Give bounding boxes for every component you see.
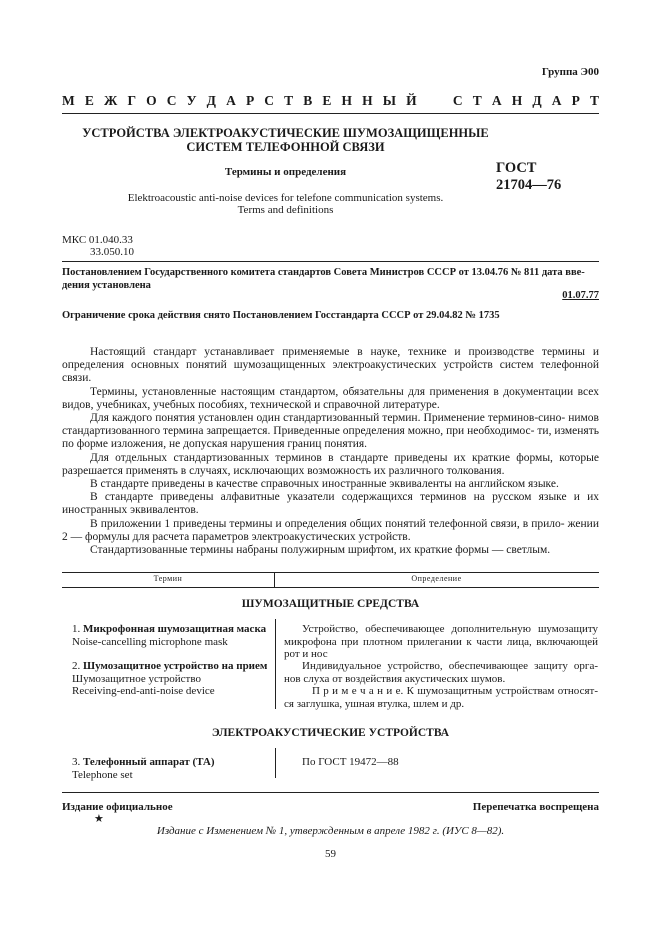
term-english: Receiving-end-anti-noise device [72,685,215,697]
banner-letter: У [186,93,197,108]
banner-letter: Й [406,93,417,108]
star-icon: ★ [94,813,104,825]
banner-letter: Н [362,93,373,108]
banner-letter: Р [245,93,255,108]
banner-letter: Д [532,93,542,108]
banner-letter: С [264,93,275,108]
section-heading-1: ШУМОЗАЩИТНЫЕ СРЕДСТВА [241,598,420,610]
banner-letter: А [551,93,562,108]
definition-text: Индивидуальное устройство, обеспечивающее защиту орга- нов слуха от воздействия акустических шумов. [284,660,598,685]
gost-label: ГОСТ [496,160,537,176]
decree-date: 01.07.77 [562,290,599,301]
reprint-forbidden: Перепечатка воспрещена [472,801,599,813]
term-name: Телефонный аппарат (ТА) [83,756,215,768]
intro-paragraph: Настоящий стандарт устанавливает применяемые в науке, технике и производстве термины и определения основных понятий шумозащищенных электроакустических устройств систем телефонной связи. [62,346,599,385]
banner-letter: М [62,93,75,108]
banner-letter: Д [206,93,216,108]
intro-paragraph: Термины, установленные настоящим стандартом, обязательны для применения в документации всех видов, учебниках, учебных пособиях, технической и справочной литературе. [62,385,599,411]
intro-text [62,346,599,557]
official-edition: Издание официальное [62,801,173,813]
banner-letter: Е [322,93,332,108]
document-title-line1: УСТРОЙСТВА ЭЛЕКТРОАКУСТИЧЕСКИЕ ШУМОЗАЩИЩЕННЫЕ [82,126,489,140]
mks-code-2: 33.050.10 [90,246,134,258]
banner-letter: Е [84,93,94,108]
intro-paragraph: В стандарте приведены алфавитные указатели содержащихся терминов на русском языке и их иностранных эквивалентов. [62,491,599,517]
gost-code: 21704—76 [496,177,562,193]
term-3 [72,756,215,781]
banner-letter: С [166,93,177,108]
banner-letter: Ж [103,93,118,108]
banner-letter: Т [284,93,294,108]
decree-text: Постановлением Государственного комитета стандартов Совета Министров СССР от 13.04.76 № 811 дата вве- дения установлена [62,267,585,291]
definition-3 [284,756,598,769]
term-name: Микрофонная шумозащитная маска [83,623,267,635]
column-header-term: Термин [153,574,183,583]
limitation-text: Ограничение срока действия снято Постановлением Госстандарта СССР от 29.04.82 № 1735 [62,310,500,321]
term-number: 2. [72,660,81,672]
intro-paragraph: Для каждого понятия установлен один стандартизованный термин. Применение терминов-сино- нимов стандартизованного термина запрещается. Приведенные определения можно, при необходимос- ти, изменять по форме изложения, не допуская нарушения границ понятия. [62,412,599,451]
definition-2 [284,660,598,710]
banner-letter: А [226,93,236,108]
intro-paragraph: В стандарте приведены в качестве справочных иностранные эквиваленты на английском языке. [90,478,559,491]
definition-1 [284,623,598,661]
definition-text: Устройство, обеспечивающее дополнительную шумозащиту микрофона при плотном прилегании к части лица, включающей рот и нос [284,623,598,660]
decree-rule [62,261,599,262]
banner-letter: В [303,93,313,108]
section-heading-2: ЭЛЕКТРОАКУСТИЧЕСКИЕ УСТРОЙСТВА [211,727,450,739]
intro-paragraph: В приложении 1 приведены термины и определения общих понятий телефонной связи, в прило- жении 2 — формулы для расчета параметров электроакустических устройств. [62,517,599,543]
footer-rule [62,792,599,793]
intro-paragraph: Стандартизованные термины набраны полужирным шрифтом, их краткие формы — светлым. [90,544,551,557]
banner-letter: Ы [382,93,397,108]
table-header [62,572,599,588]
english-title-line1: Elektroacoustic anti-noise devices for telefone communication systems. [127,192,444,204]
mks-code-1: МКС 01.040.33 [62,234,133,246]
term-english: Telephone set [72,768,133,781]
banner-letter: Т [589,93,599,108]
term-number: 1. [72,623,81,635]
term-name: Шумозащитное устройство на прием [83,660,268,672]
gost-number [496,160,561,194]
banner-letter: А [491,93,502,108]
banner-letter: С [452,93,463,108]
column-separator [275,619,276,709]
banner-letter: Р [571,93,580,108]
column-header-definition: Определение [411,574,462,583]
term-2 [72,660,267,698]
document-title-line2: СИСТЕМ ТЕЛЕФОННОЙ СВЯЗИ [186,140,385,154]
page-number: 59 [325,848,336,860]
banner-rule [62,113,599,114]
banner-letter: Н [341,93,353,108]
definition-text: По ГОСТ 19472—88 [302,756,399,768]
banner-letter: Г [127,93,137,108]
banner-letter: О [146,93,157,108]
edition-note: Издание с Изменением № 1, утвержденным в апреле 1982 г. (ИУС 8—82). [156,825,505,837]
banner-letter: Т [472,93,482,108]
term-english: Noise-cancelling microphone mask [72,635,228,648]
term-1 [72,623,266,648]
intro-paragraph: Для отдельных стандартизованных терминов в стандарте приведены их краткие формы, которые разрешается применять в случаях, исключающих возможность их различного толкования. [62,451,599,477]
english-title-line2: Terms and definitions [237,204,334,216]
definition-note: П р и м е ч а н и е. К шумозащитным устройствам относят- ся заглушка, ушная втулка, шлем и др. [284,685,598,710]
banner-letter: Н [511,93,523,108]
banner-gap [427,93,443,109]
term-short-form: Шумозащитное устройство [72,672,201,685]
standard-banner [62,93,599,109]
document-subtitle: Термины и определения [224,166,347,178]
group-code: Группа Э00 [541,66,599,78]
term-number: 3. [72,756,81,768]
column-separator [275,748,276,778]
